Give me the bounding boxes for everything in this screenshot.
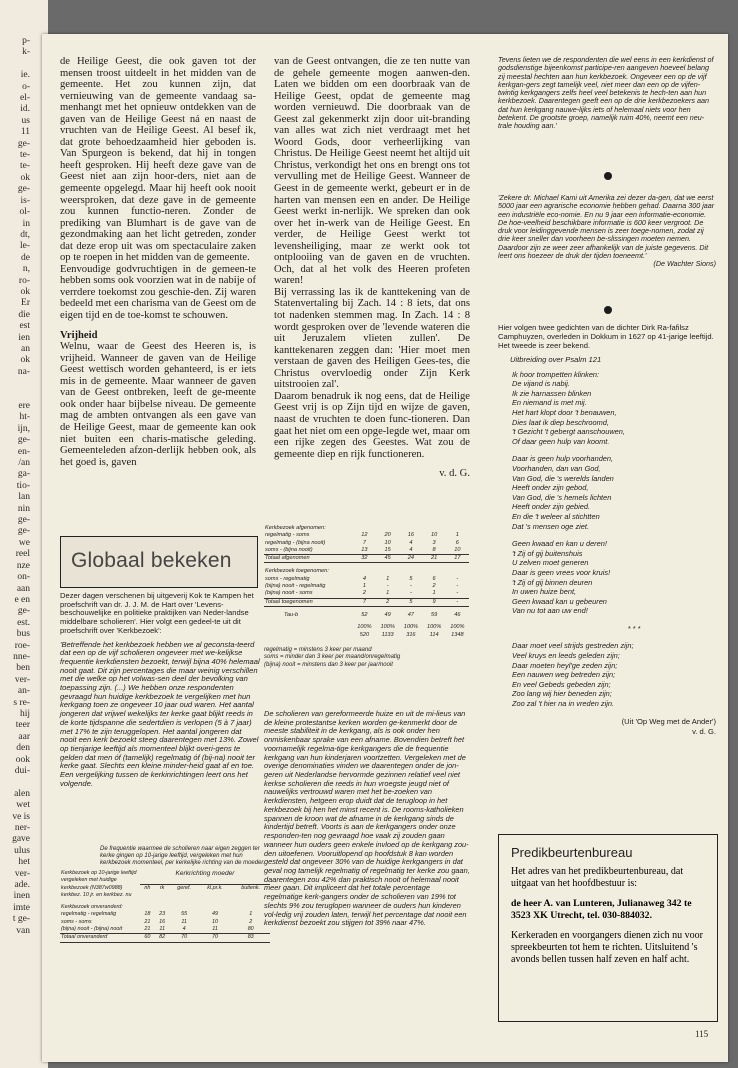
globaal-bekeken-header bbox=[60, 536, 258, 588]
page-number: 115 bbox=[695, 1029, 709, 1039]
table-total-row: Totaal onveranderd 60 82 70 70 83 bbox=[60, 934, 270, 942]
column-3-text bbox=[498, 56, 716, 136]
poem-second: Daar moet veel strijds gestreden zijn; Veel kruys en leeds geleden zijn; Daar moeten heyl'ge zeden zijn; Een nauwen weg betreden zijn; En veel Gebeds gebeden zijn; Zoo lang wij hier beneden zijn; Zoo zal 't hier na in vreden zijn. bbox=[512, 641, 634, 709]
poem-separator: * * * bbox=[627, 623, 641, 633]
table-total-row: Totaal toegenomen 7 2 5 9 - bbox=[264, 598, 469, 606]
poem-source: (Uit 'Op Weg met de Ander') bbox=[621, 716, 716, 726]
article-paragraph: Welnu, waar de Geest des Heeren is, is vrijheid. Wanneer de gaven van de Heilige Geest wettisch worden gehanteerd, is er iets mis in de gemeente. Maar wanneer de gaven van de Geest ontbreken, leeft de ge-meente ook onder haar bijbelse niveau. De gemeente mag de ambten ontvangen als een gave van de Heilige Geest, maar de gemeente kan ook niet buiten een charis-matische geleding. Gemeenteleden afzon-derlijk hebben ook, als het goed is, gaven bbox=[60, 341, 256, 468]
table-legend: regelmatig = minstens 3 keer per maand soms = minder dan 3 keer per maand/onregelmatig (bijna) nooit = minstens dan 3 keer per jaar/nooit bbox=[264, 646, 401, 668]
article-paragraph: Bij verrassing las ik de kanttekening van de Statenvertaling bij Zach. 14 : 8 iets, dat ons tot nadenken stemmen mag. In Zach. 14 : 8 wordt gesproken over de 'levende wateren die uit Jeruzalem vlieten zullen'. De kanttekenaren zeggen dan: 'Hier moet men verstaan de gaven des Heiligen Gees-tes, die Christus overvloedig onder Zijn Kerk uitstrooien zal'. bbox=[274, 286, 470, 391]
article-paragraph: de Heilige Geest, die ook gaven tot der mensen troost uitdeelt in het midden van de gemeente. Het zou kunnen zijn, dat vernieuwing van de gemeente vandaag sa-menhangt met het opnieuw ontdekken van de gaven van de Heilige Geest ná en naast de vruchten van de Heilige Geest. Al besef ik, dat grote behoedzaamheid hier geboden is. Van Spurgeon is bekend, dat hij in tongen heeft gesproken. Hij heeft deze gave van de Geest niet aan zijn hoor-ders, niet aan de gemeente opgelegd. Maar hij heeft ook nooit weersproken, dat deze gave in de gemeente zou kunnen functio-neren. Zonder de prediking van Blumhart is de gave van de gezondmaking aan het licht getreden, zonder dat deze erop uit was om spectaculaire zaken op te roepen in het midden van de gemeente. bbox=[60, 56, 256, 264]
globaal-title: Globaal bekeken bbox=[71, 549, 232, 572]
magazine-page bbox=[42, 34, 728, 1062]
article-column-2 bbox=[274, 56, 470, 480]
globaal-text bbox=[60, 592, 260, 793]
table-row: 100% 100% 100% 100% 100% bbox=[357, 624, 465, 631]
survey-paragraph: Tevens lieten we de respondenten die wel eens in een kerkdienst of godsdienstige bijeenkomst participe-ren aangeven hoeveel belang zij meestal hechten aan hun kerkbezoek. Ongeveer een op de vijf kerkgan-gers zegt tamelijk veel, niet meer dan een op de vijfen-twintig kerkgangers zelfs heel veel betekenis te hech-ten aan hun kerkbezoek. Daarentegen geeft een op de drie kerkbezoekers aan dat hun kerkgang nauwe-lijks iets of helemaal niets voor hen betekent. De grootste groep, namelijk ruim 40%, neemt een neu-trale houding aan.' bbox=[498, 55, 714, 131]
author-signature: v. d. G. bbox=[439, 468, 470, 480]
table-row: (bijna) nooit - soms 2 1 - 1 - bbox=[265, 590, 459, 597]
box-title: Predikbeurtenbureau bbox=[511, 845, 633, 860]
box-text: Het adres van het predikbeurtenbureau, dat uitgaat van het hoofdbestuur is: bbox=[511, 866, 684, 889]
box-address: de heer A. van Lunteren, Julianaweg 342 te 3523 XK Utrecht, tel. 030-884032. bbox=[511, 898, 692, 921]
table-row: Tau-b 52 49 47 59 46 bbox=[284, 611, 461, 618]
separator-dot bbox=[604, 172, 612, 180]
poem-section bbox=[498, 324, 716, 742]
table-total-row: Totaal afgenomen 32 45 24 21 17 bbox=[264, 555, 469, 563]
table-row: 520 1133 316 114 1348 bbox=[359, 631, 464, 638]
poem-stanza: Geen kwaad en kan u deren! 't Zij of gij buitenshuis U zelven moet generen Daar is geen vrees voor kruis! 't Zij of gij binnen deuren In uwen huize bent, Geen kwaad kan u gebeuren Van nu tot aan uw end! bbox=[512, 539, 611, 616]
separator-dot bbox=[604, 306, 612, 314]
table-section-header: Kerkbezoek afgenomen: bbox=[265, 525, 326, 531]
table-section-header: Kerkbezoek toegenomen: bbox=[265, 568, 329, 575]
quote-block bbox=[498, 194, 716, 274]
predikbeurtenbureau-box bbox=[498, 834, 718, 1022]
author-signature: v. d. G. bbox=[692, 726, 716, 736]
table-row: (bijna) nooit - (bijna) nooit 21 11 4 11 80 bbox=[61, 926, 254, 933]
previous-page-text-fragments: p- k- ie. o- el- id. us 11 ge- te- te- ok ge- is- ol- in dt, le- de n, ro- ok Er die est ien an ok na- ere ht- ijn, ge- en- /an ga- tio- lan nin ge- ge- we reel nze on- aan e en ge- est. bus roe- nne- ben ver- an- s re- hij teer aar den ook dui- alen wet ve is ner- gave ulus het ver- ade. inen imte t ge- van bbox=[12, 36, 30, 936]
globaal-quote-end: Een vergelijking tussen de kerkinrichtingen leert ons het volgende. bbox=[60, 770, 248, 788]
article-paragraph: Daarom benadruk ik nog eens, dat de Heilige Geest vrij is op Zijn tijd en wijze de gaven, naast de vruchten te doen func-tioneren. Dan gaat het niet om een opge-legde wet, maar om een rijke zegen des Geestes. Wat zou de gemeente diep en rijk functioneren. bbox=[274, 390, 470, 460]
box-text: Kerkeraden en voorgangers dienen zich nu voor spreekbeurten tot hem te richten. Uitsluitend 's avonds bellen tussen half zeven en half acht. bbox=[511, 930, 703, 965]
table-row: soms - regelmatig 4 1 5 6 - bbox=[265, 575, 459, 582]
section-heading-vrijheid: Vrijheid bbox=[60, 329, 98, 341]
table-intro: De frequentie waarmee de scholieren naar eigen zeggen ter kerke gingen op 10-jarige leeftijd, vergeleken met hun kerkbezoek momenteel, per kerkelijke richting van de moeder. bbox=[100, 846, 265, 866]
table-left-header: Kerkbezoek op 10-jarige leeftijd vergeleken met huidige kerkbezoek (N387w0988) kerkbez. 10 jr. en kerkbez. nu bbox=[61, 870, 137, 898]
table-row: soms - soms 21 16 11 10 2 bbox=[61, 918, 253, 925]
article-column-1 bbox=[60, 56, 256, 468]
table-row: soms - (bijna nooit) 13 15 4 8 10 bbox=[265, 546, 461, 553]
poem-stanza: Ik hoor trompetten klinken: De vijand is nabij. Ik zie harnassen blinken En niemand is met mij. Het hart klopt door 't benauwen, Dies laat ik diep beschroomd, 't Gezicht 't gebergt aanschouwen, Of daar geen hulp van koomt. bbox=[512, 369, 625, 446]
quote-text: 'Zekere dr. Michael Kami uit Amerika zei dezer da-gen, dat we eerst 5000 jaar een agrarische economie hebben gehad. Daarna 300 jaar een industriële eco-nomie. En nu 9 jaar een informatie-economie. De hoe-veelheid beschikbare informatie is 600 keer vergroot. De druk voor leidinggevende mensen is zeer toege-nomen, zodat zij drie keer sneller dan voorheen be-slissingen moeten nemen. Daardoor zijn ze weer zeer afhankelijk van de juiste gegevens. Dit leert ons hoezeer de druk der tijden toeneemt.' bbox=[498, 193, 715, 261]
poem-title: Uitbreiding over Psalm 121 bbox=[510, 354, 602, 364]
analysis-text: De scholieren van gereformeerde huize en uit de mi-lieus van de kleine protestantse kerken worden ge-kenmerkt door de meeste stabiliteit in de kerkgang, als is ook onder hen onmiskenbaar sprake van een afname. Bovendien betreft het voornamelijk regelma-tige kerkgangers die de frequentie kerkgang van hun kinderjaren voortzetten. Vergeleken met de overige denominaties vinden we daarentegen onder de jon-geren uit Nederlandse hervormde gezinnen relatief veel niet kerkse scholieren die reeds in hun vroegste jeugd niet of nauwelijks vertrouwd waren met het be-zoeken van kerkdiensten, hetgeen erop duidt dat de terugloop in het kerkbezoek bij hen het minst recent is. De rooms-katholieken spannen de kroon wat de afname in de kerkgang sinds de kindertijd betreft. Voorts is aan de kerkgangers onder onze responden-ten nog gevraagd hoe vaak zij zouden gaan wanneer hun ouders geen enkele invloed op de kerkgang zou-den uitoefenen. Vooruitlopend op hoofdstuk 8 kan worden gesteld dat ongeveer 30% van de huidige kerkgangers in dat geval nog tamelijk regelmatig of regelmatig ter kerke zou gaan, daarentegen zou 42% dan praktisch nooit of helemaal nooit meer gaan. Dit impliceert dat het totale percentage regelmatige kerk-gangers onder de scholieren van 19% tot slechts 9% zou teruglopen wanneer de ouders hun kinderen vol-ledig vrij zouden laten, terwijl het percentage dat nooit een kerkdienst bezoekt zou stijgen tot 39% naar 47%. bbox=[264, 709, 470, 928]
globaal-intro: Dezer dagen verschenen bij uitgeverij Kok te Kampen het proefschrift van dr. J. J. M. de Hart over 'Levens-beschouwelijke en politieke praktijken van Neder-landse middelbare scholieren'. Hier volgt een gedeel-te uit dit proefschrift over 'Kerkbezoek': bbox=[60, 591, 254, 635]
church-attendance-table-2 bbox=[60, 846, 270, 943]
quote-source: (De Wachter Sions) bbox=[653, 259, 716, 269]
table-row: (bijna) nooit - regelmatig 1 - - 2 - bbox=[265, 583, 459, 590]
table-section-header: Kerkbezoek onveranderd: bbox=[61, 904, 123, 911]
church-attendance-table bbox=[264, 525, 469, 669]
poem-stanza: Daar is geen hulp voorhanden, Voorhanden, dan van God, Van God, die 's werelds landen Heeft onder zijn gebod, Van God, die 's hemels lichten Heeft onder zijn gebied. En die 't weleer al stichtten Dat 's mensen oge ziet. bbox=[512, 454, 614, 531]
table-row: regelmatig - regelmatig 18 23 55 49 1 bbox=[61, 911, 253, 918]
table-row: regelmatig - soms 12 20 16 10 1 bbox=[265, 532, 459, 539]
globaal-quote: 'Betreffende het kerkbezoek hebben we al geconsta-teerd dat een op de vijf scholieren ongeveer met we-kelijkse frequentie kerkdiensten bezoekt, terwijl bijna 40% helemaal nooit gaat. Dit zijn percentages die maar weinig verschillen met die welke op het volwas-sen deel der bevolking van toepassing zijn. (...) We hebben onze respondenten gevraagd hun huidige kerkbezoek te vergelijken met hun kerkgang toen ze ongeveer 10 jaar oud waren. Het aantal jongeren dat vrijwel wekelijks ter kerke gaat blijkt reeds in de korte tijdspanne die sedertdien is verlopen (5 à 7 jaar) met 17% te zijn teruggelopen. Het aantal jongeren dat nooit een kerk bezoekt steeg daarentegen met 13%. Zowel op tienjarige leeftijd als momenteel blijkt overi-gens te gelden dat men óf (tamelijk) regelmatig óf (bij-na) nooit ter kerke gaat. Slechts een kleine minder-heid gaat af en toe. bbox=[60, 639, 260, 771]
previous-page-edge bbox=[0, 0, 48, 1068]
article-paragraph: Eenvoudige godvruchtigen in de gemeen-te hebben soms ook voorzien wat in de nabije of verrdere toekomst zou geschie-den. Zij waren bedeeld met een charisma van de Geest om de eigen tijd en de toe-komst te schouwen. bbox=[60, 263, 256, 322]
table-column-group-title: Kerkrichting moeder bbox=[140, 870, 270, 885]
poem-intro: Hier volgen twee gedichten van de dichter Dirk Ra-fafilsz Camphuyzen, overleden in Dokkum in 1627 op 41-jarige leeftijd. Het tweede is zeer bekend. bbox=[498, 323, 714, 350]
table-row: regelmatig - (bijna nooit) 7 10 4 3 6 bbox=[265, 539, 459, 546]
article-paragraph: van de Geest ontvangen, die ze ten nutte van de gehele gemeente mogen aanwen-den. Laten we bidden om een doorbraak van de Heilige Geest, opdat de gemeente mag worden vernieuwd. Die doorbraak van de Geest zal gekenmerkt zijn door uit-branding van alles wat zich niet verdraagt met het Woord Gods, door verheerlijking van Christus. De Heilige Geest neemt het altijd uit Christus, verkondigt het ons en brengt ons tot vervulling met de Heilige Geest. Wanneer de Geest in de gemeente werkt, gebeurt er in de harten van mensen een en ander. De Heilige Geest werkt in-nerlijk. We spreken dan ook over het in-werk van de Heilige Geest. En verder, de Heilige Geest werkt tot levensheiliging, maar ze werkt ook tot ontplooiing van de gaven en de vruchten. Och, dat al het volk des Heeren profeten waren! bbox=[274, 56, 470, 287]
table-header-row: nh rk geref. kl.pr.k. buitenk. bbox=[144, 885, 261, 892]
